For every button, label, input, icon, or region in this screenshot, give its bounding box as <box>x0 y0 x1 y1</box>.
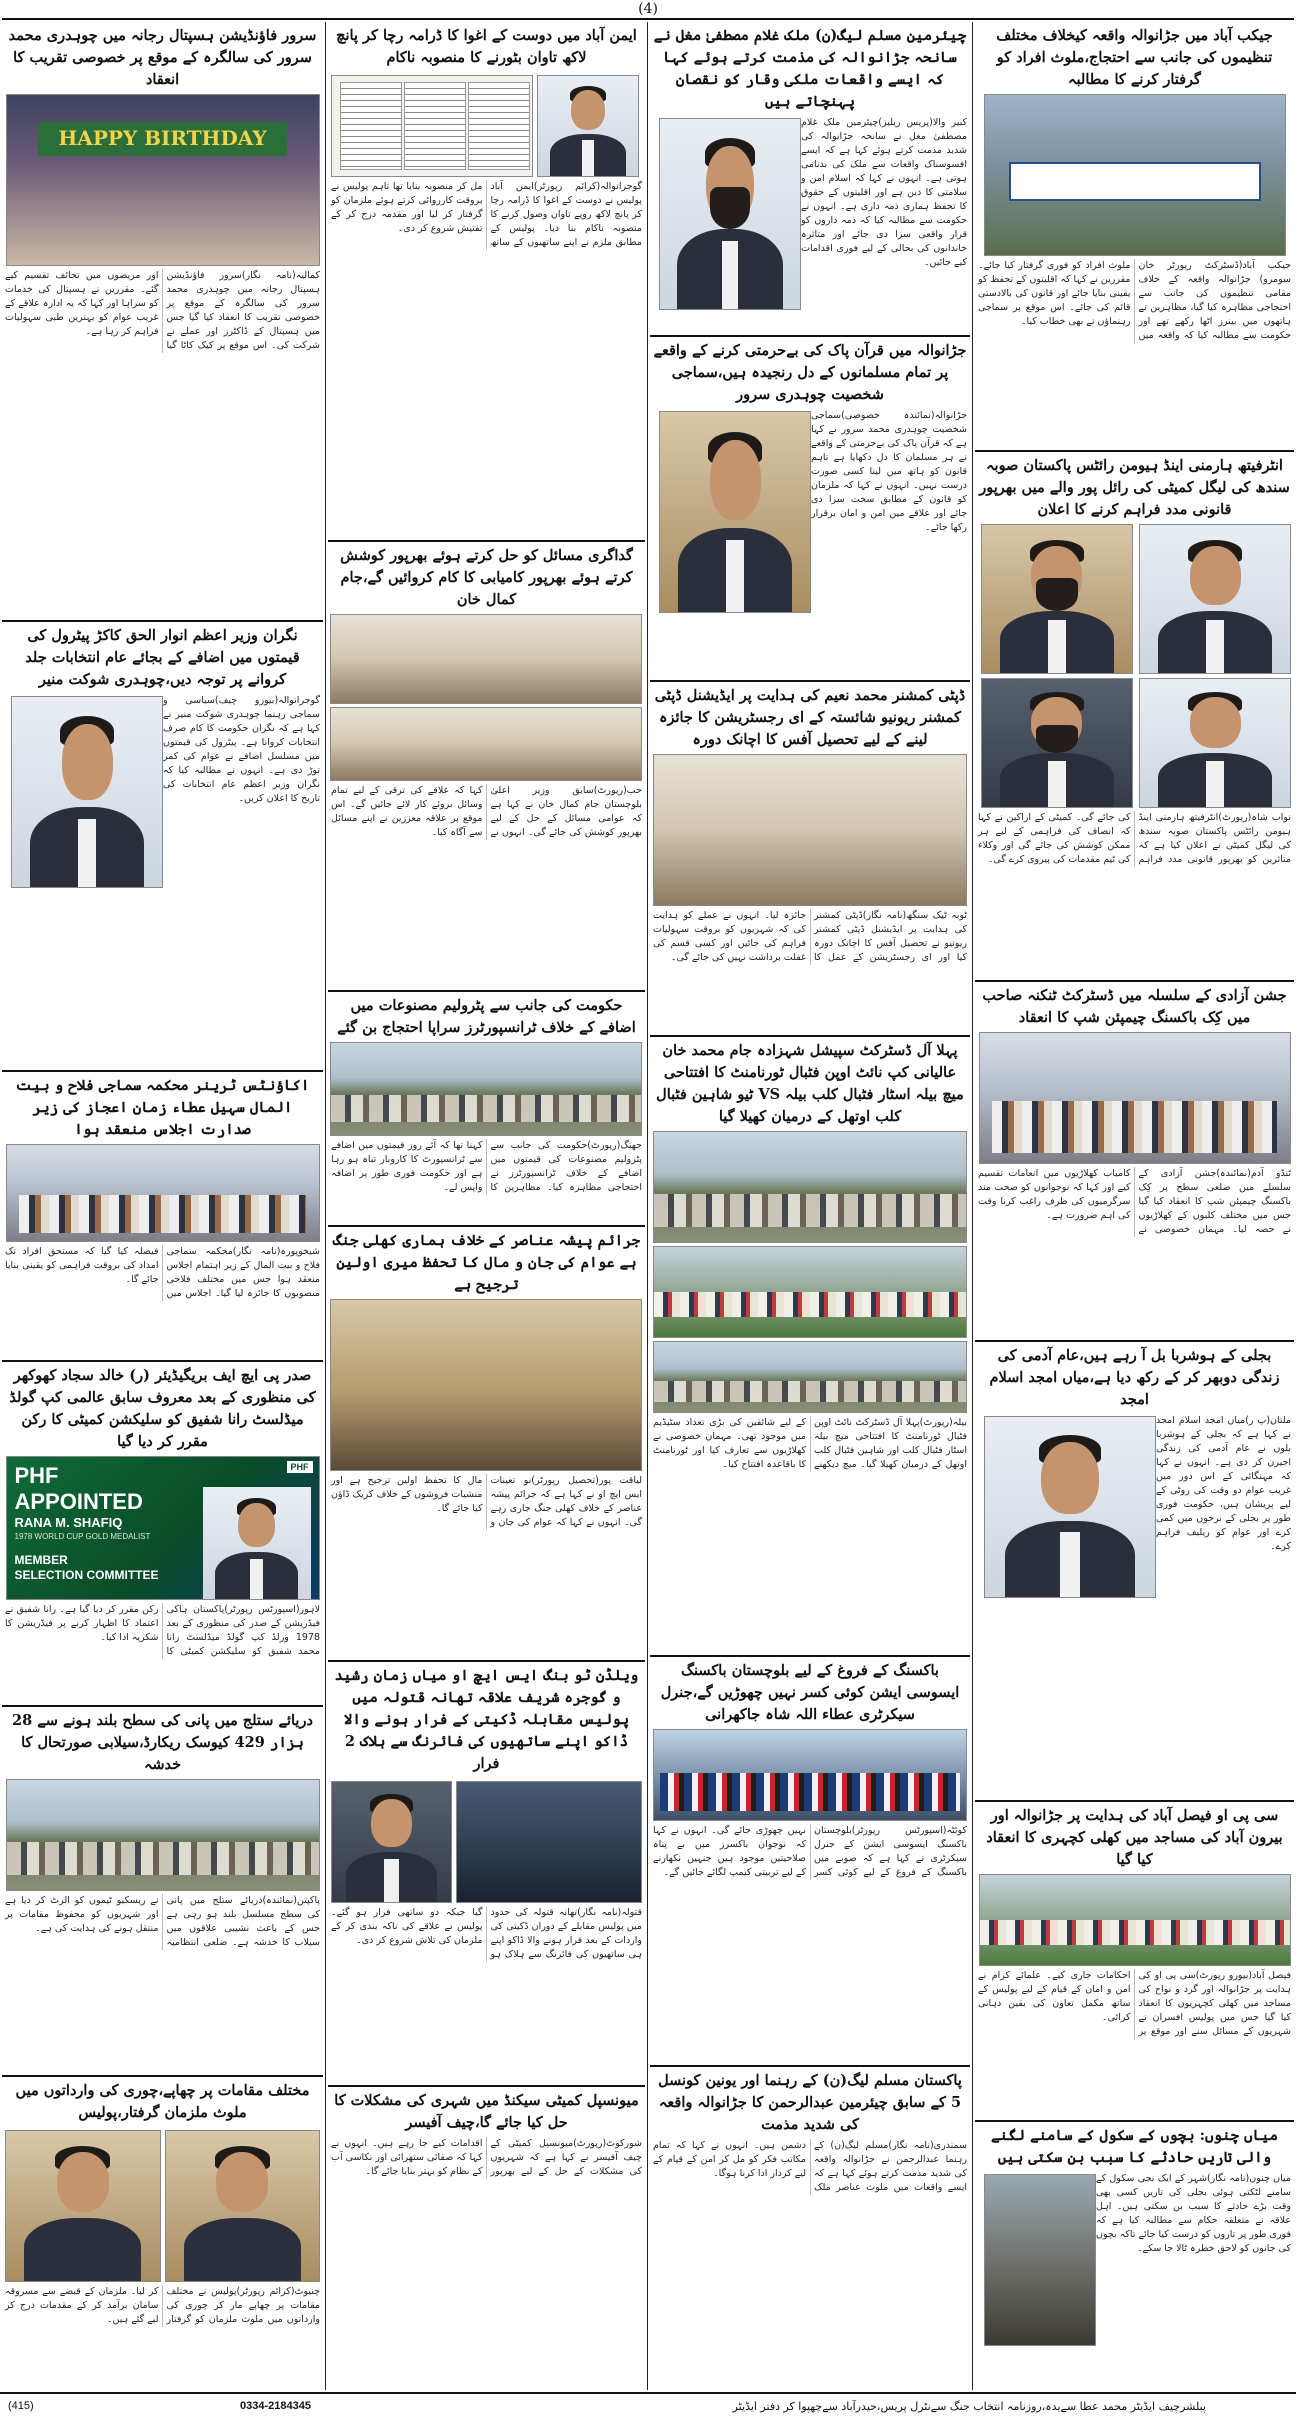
meeting-photo <box>330 707 642 781</box>
article-headline: میونسپل کمیٹی سیکنڈ میں شہری کی مشکلات کا حل کیا جائے گا،چیف آفیسر <box>334 2092 639 2131</box>
article-headline: انٹرفیتھ ہارمنی اینڈ ہیومن رائٹس پاکستان صوبہ سندھ کی لیگل کمیٹی کی رائل پور والے میں بھرپور قانونی مدد فراہم کرنے کا اعلان <box>979 457 1290 518</box>
article[interactable] <box>328 542 645 992</box>
phf-role1: MEMBER <box>14 1553 68 1567</box>
article-headline: نگران وزیر اعظم انوار الحق کاکڑ پیٹرول کی قیمتوں میں اضافے کے بجائے عام انتخابات جلد کروانے پر توجہ دیں،چوہدری شوکت منیر <box>25 627 300 688</box>
article-headline: جیکب آباد میں جڑانوالہ واقعہ کیخلاف مختلف تنظیموں کی جانب سے احتجاج،ملوث افراد کو گرفتار کرنے کا مطالبہ <box>996 27 1273 88</box>
article-body: ٹنڈو آدم(نمائندہ)جشن آزادی کے سلسلے میں ضلعی سطح پر کِک باکسنگ چیمپئن شپ کا انعقاد کیا گیا جس میں مختلف کلبوں کے کھلاڑیوں نے حصہ لیا۔ مہمان خصوصی نے کامیاب کھلاڑیوں میں انعامات تقسیم کیے اور کہا کہ نوجوانوں کو صحت مند سرگرمیوں کی طرف راغب کرنا وقت کی اہم ضرورت ہے۔ <box>978 1168 1291 1235</box>
page-number: (4) <box>638 1 658 17</box>
portrait-photo <box>984 1416 1156 1598</box>
suspect-photo <box>5 2130 161 2282</box>
portrait-photo <box>331 1781 452 1903</box>
article-body: شیخوپورہ(نامہ نگار)محکمہ سماجی فلاح و بیت المال کے زیر اہتمام اجلاس منعقد ہوا جس میں مختلف فلاحی منصوبوں کا جائزہ لیا گیا۔ اجلاس میں فیصلہ کیا گیا کہ مستحق افراد تک امداد کی بروقت فراہمی کو یقینی بنایا جائے گا۔ <box>5 1246 320 1299</box>
article[interactable] <box>975 1342 1294 1802</box>
article[interactable] <box>328 2087 645 2390</box>
article[interactable] <box>2 22 323 622</box>
article-body: کمالیہ(نامہ نگار)سرور فاؤنڈیشن ہسپتال رجانہ میں چوہدری محمد سرور کی سالگرہ کے موقع پر خصوصی تقریب کا انعقاد کیا گیا جس میں ہسپتال کے ڈاکٹرز اور عملے نے شرکت کی۔ اس موقع پر کیک کاٹا گیا اور مریضوں میں تحائف تقسیم کیے گئے۔ مقررین نے ہسپتال کی خدمات کو سراہا اور کہا کہ یہ ادارہ علاقے کے غریب عوام کو بہترین طبی سہولیات فراہم کر رہا ہے۔ <box>5 270 320 351</box>
footer-imprint: پبلشرچیف ایڈیٹر محمد عطا سےیدہ،روزنامہ انتخاب جنگ سےنٹرل پریس،حیدرآباد سےچھپوا کر دفتر ایڈیٹر <box>732 2400 1206 2413</box>
portrait-photo <box>981 678 1133 808</box>
article-headline: پاکستان مسلم لیگ(ن) کے رہنما اور یونین کونسل 5 کے سابق چیئرمین عبدالرحمن کا جڑانوالہ واقعہ کی شدید مذمت <box>658 2072 962 2133</box>
article[interactable] <box>328 22 645 542</box>
article-headline: باکسنگ کے فروغ کے لیے بلوچستان باکسنگ ایسوسی ایشن کوئی کسر نہیں چھوڑیں گے،جنرل سیکرٹری عطاء اللہ شاہ جاکھرانی <box>660 1662 960 1723</box>
article-body: حب(رپورٹ)سابق وزیر اعلیٰ بلوچستان جام کمال خان نے کہا ہے کہ عوامی مسائل کے حل کے لیے بھرپور کوشش کی جائے گی۔ انہوں نے کہا کہ علاقے کی ترقی کے لیے تمام وسائل بروئے کار لائے جائیں گے۔ اس موقع پر علاقہ معززین نے اپنے مسائل سے آگاہ کیا۔ <box>331 785 642 838</box>
article-body: شورکوٹ(رپورٹ)میونسپل کمیٹی کے چیف آفیسر نے کہا ہے کہ شہریوں کی مشکلات کے حل کے لیے بھرپور اقدامات کیے جا رہے ہیں۔ انہوں نے کہا کہ صفائی ستھرائی اور نکاسی آب کے نظام کو بہتر بنایا جائے گا۔ <box>331 2138 642 2177</box>
article-headline: پہلا آل ڈسٹرکٹ سپیشل شہزادہ جام محمد خان عالیانی کپ نائٹ اوپن فٹبال ٹورنامنٹ کا افتتاحی میچ بیلہ اسٹار فٹبال کلب بیلہ VS ٹیو شاہین فٹبال کلب اوتھل کے درمیان کھیلا گیا <box>656 1042 964 1125</box>
event-photo <box>979 1874 1291 1966</box>
article-headline: جڑانوالہ میں قرآن پاک کی بےحرمتی کرنے کے واقعے پر تمام مسلمانوں کے دل رنجیدہ ہیں،سماجی شخصیت چوہدری سرور <box>653 342 967 403</box>
column-rule <box>325 22 326 2390</box>
article-headline: سی پی او فیصل آباد کی ہدایت پر جڑانوالہ اور بیرون آباد کی مساجد میں کھلی کچہری کا انعقاد کیا گیا <box>986 1807 1283 1868</box>
portrait-photo <box>11 696 163 888</box>
phf-name: RANA M. SHAFIQ <box>14 1515 123 1530</box>
article-body: گوجرانوالہ(کرائم رپورٹر)ایمن آباد پولیس نے دوست کے اغوا کا ڈرامہ رچا کر پانچ لاکھ روپے تاوان وصول کرنے کا منصوبہ ناکام بنا دیا۔ پولیس کے مطابق ملزم نے اپنے ساتھیوں کے ساتھ مل کر منصوبہ بنایا تھا تاہم پولیس نے بروقت کارروائی کرتے ہوئے ملزمان کو گرفتار کر لیا اور مقدمہ درج کر کے تفتیش شروع کر دی۔ <box>331 181 642 248</box>
event-photo <box>979 1032 1291 1164</box>
flood-photo <box>6 1779 320 1891</box>
article-headline: چیئرمین مسلم لیگ(ن) ملک غلام مصطفیٰ مغل نے سانحہ جڑانوالہ کی مذمت کرتے ہوئے کہا کہ ایسے واقعات ملکی وقار کو نقصان پہنچاتے ہیں <box>653 27 967 110</box>
portrait-photo <box>659 411 811 613</box>
event-photo <box>653 1131 967 1243</box>
portrait-photo <box>981 524 1133 674</box>
protest-photo <box>330 1042 642 1136</box>
portrait-photo <box>537 75 639 177</box>
footer-phone: 0334-2184345 <box>240 2400 311 2412</box>
article-headline: ڈپٹی کمشنر محمد نعیم کی ہدایت پر ایڈیشنل ڈپٹی کمشنر ریونیو شائستہ کے ای رجسٹریشن کا جائزہ لینے کے لیے تحصیل آفس کا اچانک دورہ <box>654 687 966 748</box>
article[interactable] <box>650 1037 970 1657</box>
article[interactable] <box>328 1662 645 2087</box>
document-photo <box>331 75 533 177</box>
article-headline: حکومت کی جانب سے پٹرولیم مصنوعات میں اضافے کے خلاف ٹرانسپورٹرز سراپا احتجاج بن گئے <box>337 997 636 1036</box>
meeting-photo <box>6 1144 320 1242</box>
boxing-photo <box>653 1729 967 1821</box>
article[interactable] <box>2 622 323 1072</box>
article-headline: اکاؤنٹس ٹرینر محکمہ سماجی فلاح و بیت المال سہیل عطاء زمان اعجاز کی زیر صدارت اجلاس منعقد ہوا <box>15 1077 310 1138</box>
article-headline: جرائم پیشہ عناصر کے خلاف ہماری کھلی جنگ ہے عوام کی جان و مال کا تحفظ میری اولین ترجیح ہے <box>332 1232 641 1293</box>
suspect-photo <box>165 2130 321 2282</box>
portrait-photo <box>1139 524 1291 674</box>
article-body: کبیر والا(پریس ریلیز)چیئرمین ملک غلام مصطفیٰ مغل نے سانحہ جڑانوالہ کی شدید مذمت کرتے ہوئے کہا ہے کہ ایسے افسوسناک واقعات سے ملک کی بدنامی ہوتی ہے۔ انہوں نے کہا کہ اسلام امن و سلامتی کا دین ہے اور اقلیتوں کے حقوق کا تحفظ ہماری ذمہ داری ہے۔ انہوں نے حکومت سے مطالبہ کیا کہ ذمہ داروں کو قرار واقعی سزا دی جائے اور متاثرہ خاندانوں کی بحالی کے لیے فوری اقدامات کیے جائیں۔ <box>801 117 967 268</box>
article-body: لیاقت پور(تحصیل رپورٹر)نو تعینات ایس ایچ او نے کہا ہے کہ جرائم پیشہ عناصر کے خلاف کھلی جنگ جاری رہے گی۔ انہوں نے کہا کہ عوام کی جان و مال کا تحفظ اولین ترجیح ہے اور منشیات فروشوں کے خلاف کریک ڈاؤن کیا جائے گا۔ <box>331 1475 642 1528</box>
office-photo <box>653 754 967 906</box>
football-photo <box>653 1246 967 1338</box>
article[interactable] <box>975 2122 1294 2390</box>
phf-line2: APPOINTED <box>14 1489 143 1514</box>
portrait-photo <box>659 118 801 310</box>
column-1 <box>975 22 1294 2390</box>
police-photo <box>456 1781 642 1903</box>
article-body: بیلہ(رپورٹ)پہلا آل ڈسٹرکٹ نائٹ اوپن فٹبال ٹورنامنٹ کا افتتاحی میچ بیلہ اسٹار فٹبال کلب اور شاہین فٹبال کلب اوتھل کے درمیان کھیلا گیا۔ میچ دیکھنے کے لیے شائقین کی بڑی تعداد سٹیڈیم میں موجود تھی۔ مہمان خصوصی نے کھلاڑیوں سے تعارف کیا اور ٹورنامنٹ کا باقاعدہ افتتاح کیا۔ <box>653 1417 967 1470</box>
article-body: ملتان(پ ر)میاں امجد اسلام امجد نے کہا ہے کہ بجلی کے ہوشربا بلوں نے عام آدمی کی زندگی اجیرن کر دی ہے۔ انہوں نے کہا کہ مہنگائی کے اس دور میں غریب عوام دو وقت کی روٹی کے لیے پریشان ہیں، حکومت فوری طور پر بجلی کے نرخوں میں کمی کرے اور عوام کو ریلیف فراہم کرے۔ <box>1156 1415 1291 1552</box>
article[interactable] <box>2 1362 323 1707</box>
article-body: گوجرانوالہ(بیورو چیف)سیاسی و سماجی رہنما چوہدری شوکت منیر نے کہا ہے کہ نگران حکومت کا کام صرف انتخابات کروانا ہے۔ پیٹرول کی قیمتوں میں مسلسل اضافے نے عوام کی کمر توڑ دی ہے۔ انہوں نے مطالبہ کیا کہ نگران وزیر اعظم عام انتخابات کی تاریخ کا اعلان کریں۔ <box>163 695 320 804</box>
portrait-photo <box>1139 678 1291 808</box>
article-body: میاں چنوں(نامہ نگار)شہر کے ایک نجی سکول کے سامنے لٹکتی ہوئی بجلی کی تاریں کسی بھی وقت بڑے حادثے کا سبب بن سکتی ہیں۔ اہل علاقہ نے متعلقہ حکام سے مطالبہ کیا ہے کہ فوری طور پر تاروں کو درست کیا جائے تاکہ بچوں کی جانوں کو لاحق خطرہ ٹالا جا سکے۔ <box>1096 2173 1291 2254</box>
article[interactable] <box>975 452 1294 982</box>
article[interactable] <box>2 1072 323 1362</box>
article-headline: صدر پی ایچ ایف بریگیڈیئر (ر) خالد سجاد کھوکھر کی منظوری کے بعد معروف سابق عالمی کپ گولڈ میڈلسٹ رانا شفیق کو سلیکشن کمیٹی کا رکن مقرر کر دیا گیا <box>9 1367 316 1450</box>
article[interactable] <box>328 992 645 1227</box>
article-headline: جشن آزادی کے سلسلہ میں ڈسٹرکٹ ٹنکنہ صاحب میں کِک باکسنگ چیمپئن شپ کا انعقاد <box>982 987 1287 1026</box>
article[interactable] <box>650 22 970 337</box>
article-body: نواب شاہ(رپورٹ)انٹرفیتھ ہارمنی اینڈ ہیومن رائٹس پاکستان صوبہ سندھ کی لیگل کمیٹی نے اعلان کیا ہے کہ متاثرین کو بھرپور قانونی مدد فراہم کی جائے گی۔ کمیٹی کے اراکین نے کہا کہ انصاف کی فراہمی کے لیے ہر ممکن کوشش کی جائے گی اور وکلاء کی ٹیم مقدمات کی پیروی کرے گی۔ <box>978 812 1291 865</box>
column-3 <box>328 22 645 2390</box>
column-4 <box>2 22 323 2390</box>
article-headline: دریائے ستلج میں پانی کی سطح بلند ہونے سے 28 ہزار 429 کیوسک ریکارڈ،سیلابی صورتحال کا خدشہ <box>12 1712 313 1773</box>
article-body: جیکب آباد(ڈسٹرکٹ رپورٹر خان سومرو) جڑانوالہ واقعہ کے خلاف مقامی تنظیموں کی جانب سے احتجاجی مظاہرہ کیا گیا، مظاہرین نے ہاتھوں میں بینرز اٹھا رکھے تھے اور حکومت سے مطالبہ کیا کہ واقعہ میں ملوث افراد کو فوری گرفتار کیا جائے۔ مقررین نے کہا کہ اقلیتوں کے تحفظ کو یقینی بنایا جائے اور قانون کی بالادستی قائم کی جائے۔ اس موقع پر سماجی رہنماؤں نے بھی خطاب کیا۔ <box>978 260 1291 341</box>
article[interactable] <box>650 337 970 682</box>
article-headline: گداگری مسائل کو حل کرتے ہوئے بھرپور کوشش کرتے ہوئے بھرپور کامیابی کا کام کروائیں گے،جام کمال خان <box>340 547 633 608</box>
article[interactable] <box>975 982 1294 1342</box>
phf-appointment-graphic <box>6 1456 320 1600</box>
street-photo <box>984 2174 1096 2346</box>
article[interactable] <box>975 22 1294 452</box>
article[interactable] <box>650 2067 970 2390</box>
birthday-banner: HAPPY BIRTHDAY <box>38 122 288 156</box>
article-body: کوئٹہ(اسپورٹس رپورٹر)بلوچستان باکسنگ ایسوسی ایشن کے جنرل سیکرٹری نے کہا ہے کہ صوبے میں باکسنگ کے فروغ کے لیے کوئی کسر نہیں چھوڑی جائے گی۔ انہوں نے کہا کہ نوجوان باکسرز میں بے پناہ صلاحیتیں موجود ہیں جنہیں نکھارنے کے لیے تربیتی کیمپ لگائے جائیں گے۔ <box>653 1825 967 1878</box>
article-body: لاہور(اسپورٹس رپورٹر)پاکستان ہاکی فیڈریشن کے صدر کی منظوری کے بعد 1978 ورلڈ کپ گولڈ میڈلسٹ رانا محمد شفیق کو سلیکشن کمیٹی کا رکن مقرر کر دیا گیا ہے۔ رانا شفیق نے اعتماد کا اظہار کرنے پر فیڈریشن کا شکریہ ادا کیا۔ <box>5 1604 320 1657</box>
top-rule <box>2 18 1294 20</box>
article-body: ٹوبہ ٹیک سنگھ(نامہ نگار)ڈپٹی کمشنر کی ہدایت پر ایڈیشنل ڈپٹی کمشنر ریونیو نے تحصیل آفس کا اچانک دورہ کیا اور ای رجسٹریشن کے عمل کا جائزہ لیا۔ انہوں نے عملے کو ہدایت کی کہ شہریوں کو بروقت سہولیات فراہم کی جائیں اور کسی قسم کی غفلت برداشت نہیں کی جائے گی۔ <box>653 910 967 963</box>
column-rule <box>972 22 973 2390</box>
phf-desc: 1978 WORLD CUP GOLD MEDALIST <box>14 1532 151 1541</box>
article-headline: ایمن آباد میں دوست کے اغوا کا ڈرامہ رچا کر پانچ لاکھ تاوان بٹورنے کا منصوبہ ناکام <box>336 27 637 66</box>
column-rule <box>647 22 648 2390</box>
committee-portraits <box>978 524 1291 808</box>
footer-cpp: (415) <box>8 2400 34 2412</box>
article-headline: ویلڈن ٹو بنگ ایس ایچ او میاں زمان رشید و گوجرہ شریف علاقہ تھانہ قتولہ میں پولیس مقابلہ ڈکیتی کے فرار ہونے والا ڈاکو اپنے ساتھیوں کی فائرنگ سے ہلاک 2 فرار <box>334 1667 639 1772</box>
phf-role2: SELECTION COMMITTEE <box>14 1568 159 1582</box>
portrait-photo <box>203 1487 311 1599</box>
article[interactable] <box>650 682 970 1037</box>
article-body: جڑانوالہ(نمائندہ خصوصی)سماجی شخصیت چوہدری محمد سرور نے کہا ہے کہ قرآن پاک کی بےحرمتی کے واقعے نے ہر مسلمان کا دل دکھایا ہے تاہم قانون کو ہاتھ میں لینا کسی صورت درست نہیں۔ انہوں نے کہا کہ ملزمان کو قانون کے مطابق سخت سزا دی جائے اور علاقے میں امن و امان برقرار رکھا جائے۔ <box>811 410 967 533</box>
phf-logo: PHF <box>287 1461 313 1473</box>
article-headline: میاں چنوں: بچوں کے سکول کے سامنے لگنے والی تاریں حادثے کا سبب بن سکتی ہیں <box>990 2127 1279 2166</box>
article[interactable] <box>2 1707 323 2077</box>
article-body: چنیوٹ(کرائم رپورٹر)پولیس نے مختلف مقامات پر چھاپے مار کر چوری کی وارداتوں میں ملوث ملزمان کو گرفتار کر لیا۔ ملزمان کے قبضے سے مسروقہ سامان برآمد کر کے مقدمات درج کر لیے گئے ہیں۔ <box>5 2286 320 2325</box>
phf-line1: PHF <box>14 1463 59 1488</box>
article-body: قتولہ(نامہ نگار)تھانہ قتولہ کی حدود میں پولیس مقابلے کے دوران ڈکیتی کی واردات کے بعد فرار ہونے والا ڈاکو اپنے ہی ساتھیوں کی فائرنگ سے ہلاک ہو گیا جبکہ دو ساتھی فرار ہو گئے۔ پولیس نے علاقے کی ناکہ بندی کر کے ملزمان کی تلاش شروع کر دی۔ <box>331 1907 642 1960</box>
event-photo <box>653 1341 967 1413</box>
protest-photo <box>984 94 1286 256</box>
article[interactable] <box>975 1802 1294 2122</box>
article[interactable] <box>650 1657 970 2067</box>
article[interactable] <box>2 2077 323 2390</box>
police-office-photo <box>330 1299 642 1471</box>
article-headline: بجلی کے ہوشربا بل آ رہے ہیں،عام آدمی کی زندگی دوبھر کر کے رکھ دیا ہے،میاں امجد اسلام امجد <box>989 1347 1280 1408</box>
page-footer <box>0 2392 1296 2419</box>
article-body: فیصل آباد(بیورو رپورٹ)سی پی او کی ہدایت پر جڑانوالہ اور گرد و نواح کی مساجد میں کھلی کچہریوں کا انعقاد کیا گیا جس میں پولیس افسران نے شہریوں کے مسائل سنے اور موقع پر احکامات جاری کیے۔ علمائے کرام نے امن و امان کے قیام کے لیے پولیس کے ساتھ مکمل تعاون کی یقین دہانی کرائی۔ <box>978 1970 1291 2037</box>
column-2 <box>650 22 970 2390</box>
article-body: جھنگ(رپورٹ)حکومت کی جانب سے پٹرولیم مصنوعات کی قیمتوں میں اضافے کے خلاف ٹرانسپورٹرز نے احتجاجی مظاہرہ کیا۔ مظاہرین کا کہنا تھا کہ آئے روز قیمتوں میں اضافے سے ٹرانسپورٹ کا کاروبار تباہ ہو رہا ہے اور حکومت فوری طور پر اضافہ واپس لے۔ <box>331 1140 642 1193</box>
article[interactable] <box>328 1227 645 1662</box>
article-body: پاکپتن(نمائندہ)دریائے ستلج میں پانی کی سطح مسلسل بلند ہو رہی ہے جس کے باعث نشیبی علاقوں میں سیلاب کا خدشہ ہے۔ ضلعی انتظامیہ نے ریسکیو ٹیموں کو الرٹ کر دیا ہے اور شہریوں کو محفوظ مقامات پر منتقل ہونے کی ہدایت کی ہے۔ <box>5 1895 320 1948</box>
article-headline: سرور فاؤنڈیشن ہسپتال رجانہ میں چوہدری محمد سرور کی سالگرہ کے موقع پر خصوصی تقریب کا انعقاد <box>8 27 317 88</box>
article-headline: مختلف مقامات پر چھاپے،چوری کی وارداتوں میں ملوث ملزمان گرفتار،پولیس <box>15 2082 310 2121</box>
birthday-photo <box>6 94 320 266</box>
article-body: سمندری(نامہ نگار)مسلم لیگ(ن) کے رہنما عبدالرحمن نے جڑانوالہ واقعہ کی شدید مذمت کرتے ہوئے کہا ہے کہ ایسے واقعات میں ملوث عناصر ملک دشمن ہیں۔ انہوں نے کہا کہ تمام مکاتب فکر کو مل کر امن کے قیام کے لیے کردار ادا کرنا ہوگا۔ <box>653 2140 967 2193</box>
meeting-photo <box>330 614 642 704</box>
